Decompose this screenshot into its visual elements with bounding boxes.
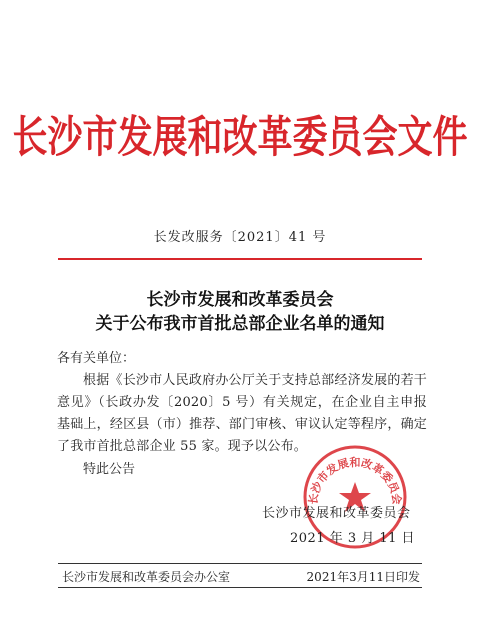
footer-rule-bottom [58, 587, 422, 588]
red-divider [58, 258, 422, 260]
body-paragraph: 根据《长沙市人民政府办公厅关于支持总部经济发展的若干意见》（长政办发〔2020〕5 号）有关规定，在企业自主申报基础上，经区县（市）推荐、部门审核、审议认定等程序，确定了我市首批总部企业 55 家。现予以公布。 [57, 373, 427, 454]
footer-issuer: 长沙市发展和改革委员会办公室 [62, 570, 231, 584]
notice-line: 特此公告 [83, 462, 136, 477]
footer-rule-top [58, 563, 422, 564]
footer-print-date: 2021年3月11日印发 [306, 570, 420, 584]
seal-text: 长沙市发展和改革委员会 [306, 456, 404, 506]
signature-org: 长沙市发展和改革委员会 [262, 506, 411, 521]
document-number: 长发改服务〔2021〕41 号 [153, 230, 327, 245]
title-line-1: 长沙市发展和改革委员会 [146, 290, 334, 310]
title-line-2: 关于公布我市首批总部企业名单的通知 [95, 314, 385, 334]
signature-date: 2021 年 3 月 11 日 [290, 531, 416, 546]
salutation: 各有关单位： [57, 351, 136, 366]
masthead: 长沙市发展和改革委员会文件 [12, 113, 468, 163]
